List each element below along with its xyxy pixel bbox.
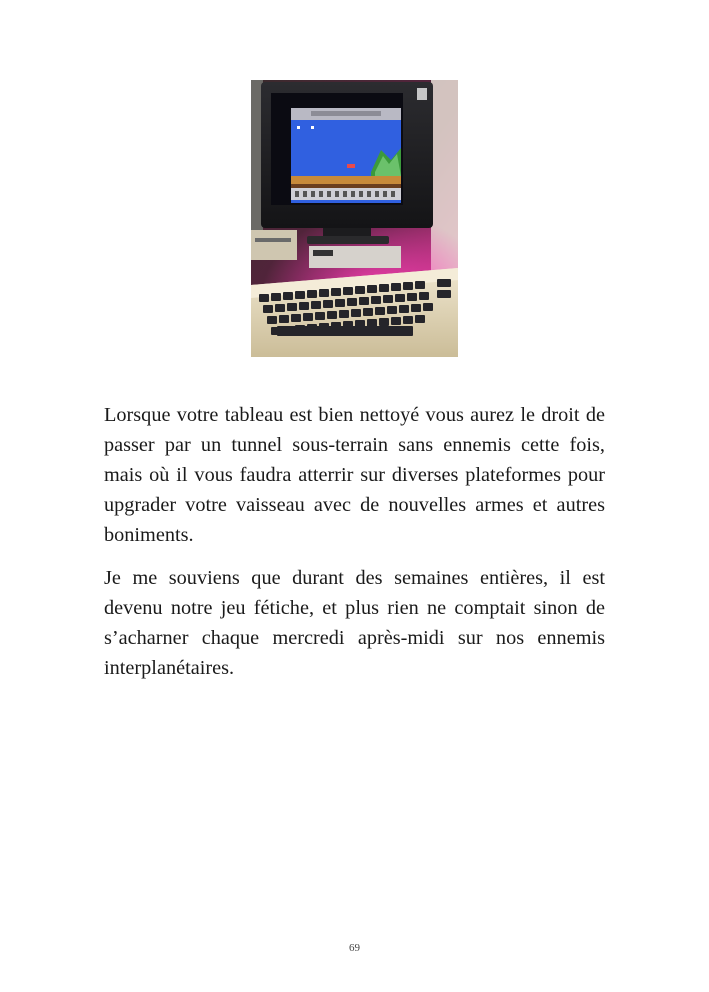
body-text bbox=[104, 400, 605, 696]
page-number: 69 bbox=[349, 942, 360, 954]
retro-computer-photo bbox=[251, 80, 458, 357]
paragraph: Je me souviens que durant des semaines entières, il est devenu notre jeu fétiche, et plus rien ne comptait sinon de s’acharner chaque mercredi après-midi sur nos ennemis interplanétaires. bbox=[104, 567, 605, 679]
paragraph: Lorsque votre tableau est bien nettoyé vous aurez le droit de passer par un tunnel sous-terrain sans ennemis cette fois, mais où il vous faudra atterrir sur diverses plateformes pour upgrader votre vaisseau avec de nouvelles armes et autres boniments. bbox=[104, 404, 605, 546]
